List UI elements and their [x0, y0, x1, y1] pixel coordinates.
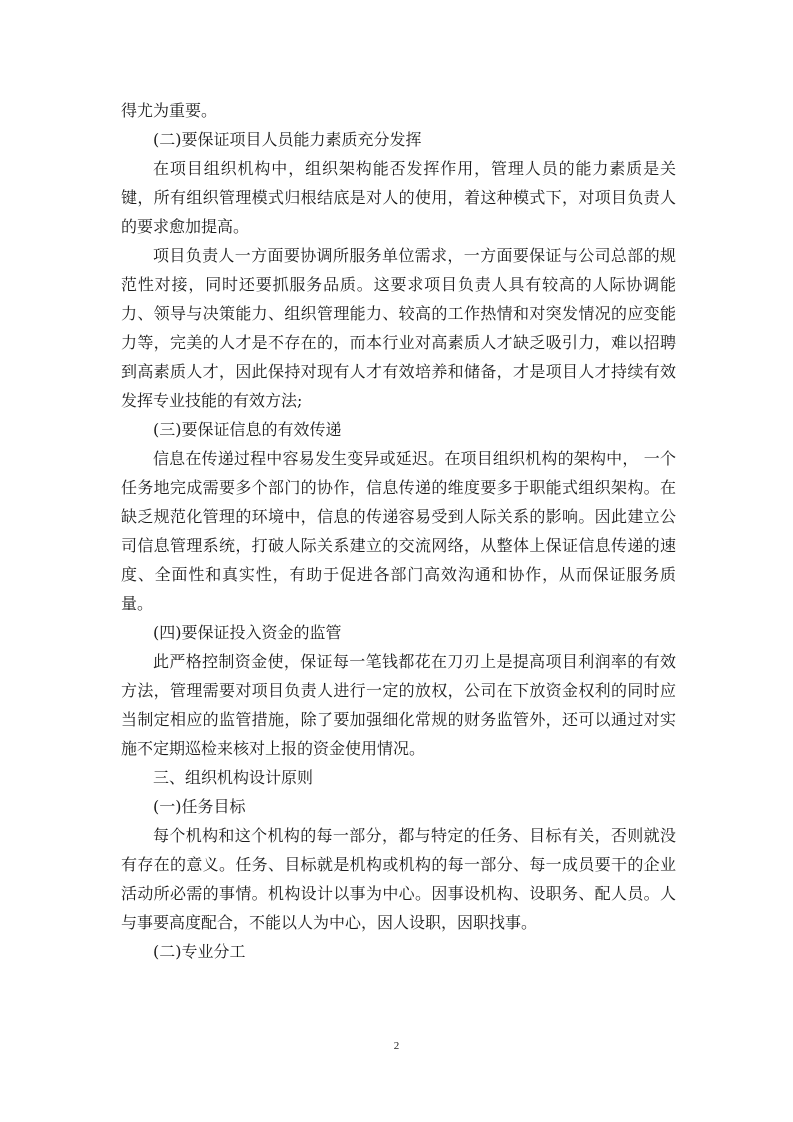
heading-section-3: (三)要保证信息的有效传递 [153, 420, 342, 439]
heading-section-4: (四)要保证投入资金的监管 [153, 623, 342, 642]
heading-section-2: (二)要保证项目人员能力素质充分发挥 [153, 130, 422, 149]
paragraph: 项目负责人一方面要协调所服务单位需求，一方面要保证与公司总部的规范性对接，同时还要抓服务品质。这要求项目负责人具有较高的人际协调能力、领导与决策能力、组织管理能力、较高的工作热情和对突发情况的应变能力等，完美的人才是不存在的，而本行业对高素质人才缺乏吸引力，难以招聘到高素质人才，因此保持对现有人才有效培养和储备，才是项目人才持续有效发挥专业技能的有效方法; [121, 246, 676, 410]
heading-subsection-1: (一)任务目标 [153, 797, 246, 816]
paragraph: 信息在传递过程中容易发生变异或延迟。在项目组织机构的架构中， 一个任务地完成需要多个部门的协作，信息传递的维度要多于职能式组织架构。在缺乏规范化管理的环境中，信息的传递容易受到人际关系的影响。因此建立公司信息管理系统，打破人际关系建立的交流网络，从整体上保证信息传递的速度、全面性和真实性，有助于促进各部门高效沟通和协作，从而保证服务质量。 [121, 449, 676, 613]
document-body [121, 96, 676, 966]
heading-subsection-2: (二)专业分工 [153, 942, 246, 961]
paragraph-continuation: 得尤为重要。 [121, 101, 218, 120]
page-number: 2 [393, 1040, 400, 1052]
paragraph: 在项目组织机构中，组织架构能否发挥作用，管理人员的能力素质是关键，所有组织管理模式归根结底是对人的使用，着这种模式下，对项目负责人的要求愈加提高。 [121, 159, 676, 236]
paragraph: 此严格控制资金使，保证每一笔钱都花在刀刃上是提高项目利润率的有效方法，管理需要对项目负责人进行一定的放权，公司在下放资金权利的同时应当制定相应的监管措施，除了要加强细化常规的财务监管外，还可以通过对实施不定期巡检来核对上报的资金使用情况。 [121, 652, 676, 758]
paragraph: 每个机构和这个机构的每一部分，都与特定的任务、目标有关，否则就没有存在的意义。任务、目标就是机构或机构的每一部分、每一成员要干的企业活动所必需的事情。机构设计以事为中心。因事设机构、设职务、配人员。人与事要高度配合，不能以人为中心，因人设职，因职找事。 [121, 826, 676, 932]
heading-chapter-3: 三、组织机构设计原则 [153, 768, 314, 787]
